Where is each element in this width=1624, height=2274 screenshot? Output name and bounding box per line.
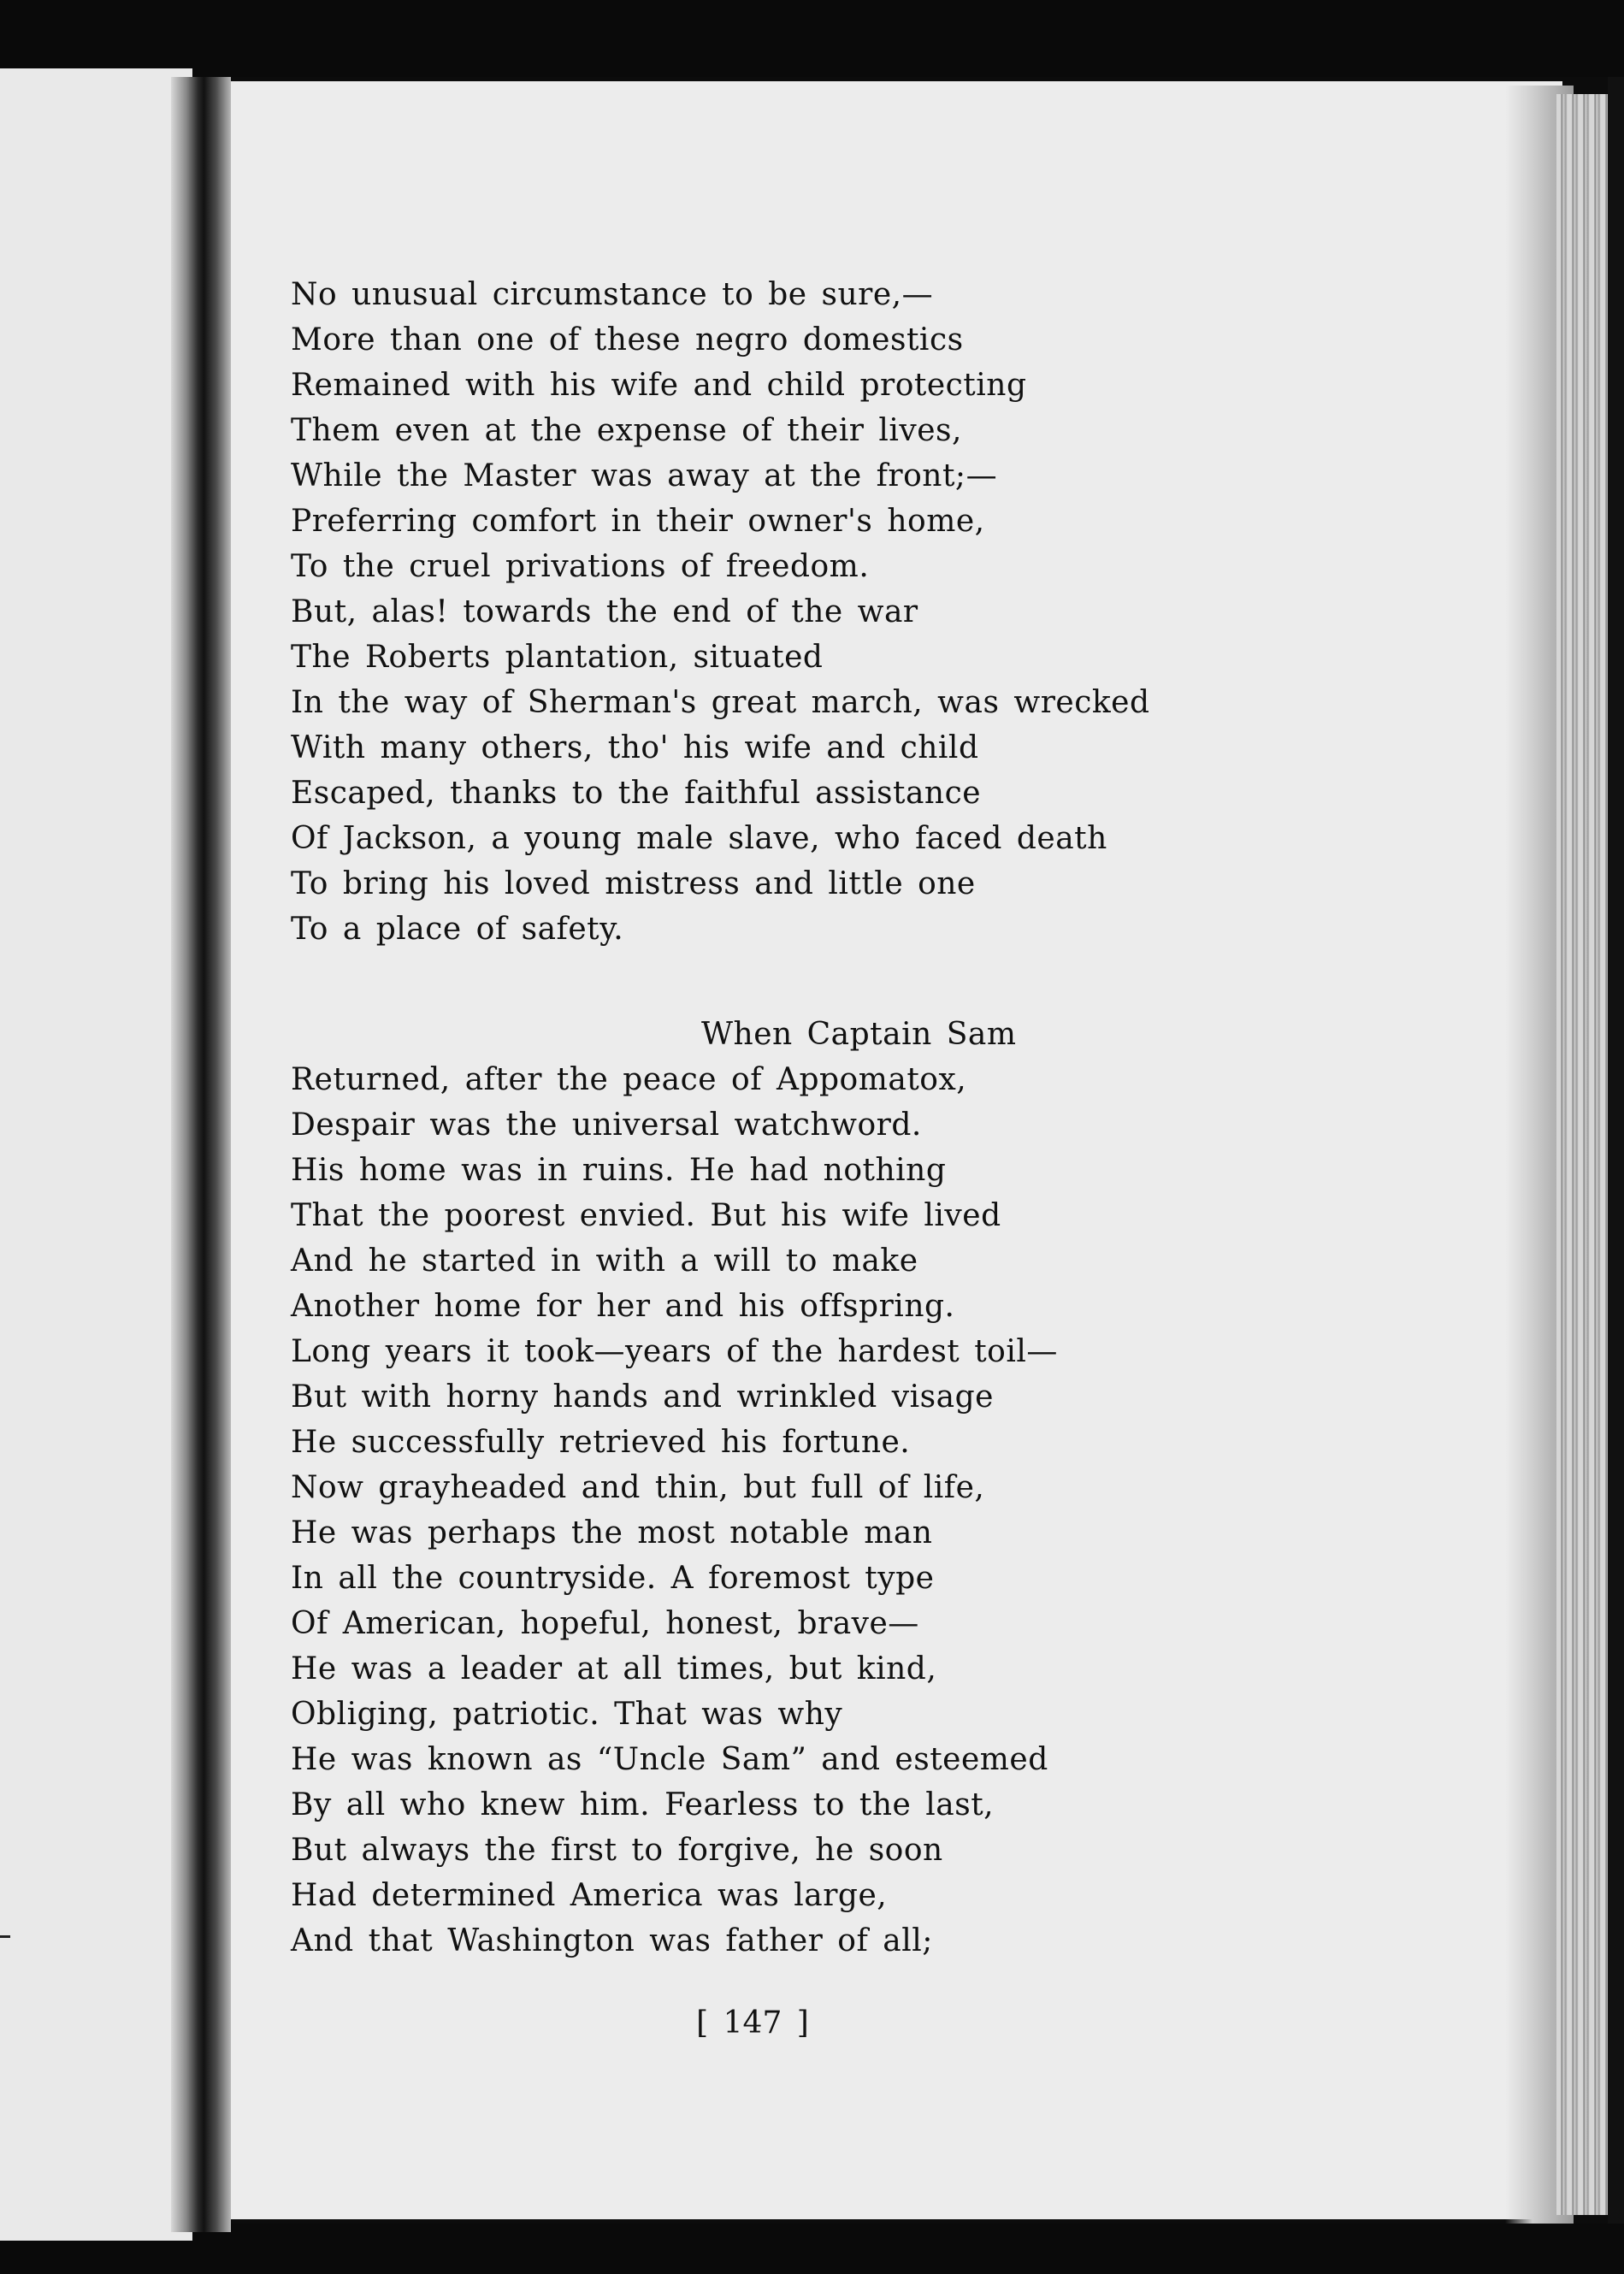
margin-mark [0,1935,10,1938]
poem-line: His home was in ruins. He had nothing [291,1153,947,1188]
poem-line: To a place of safety. [291,912,624,947]
poem-line: In all the countryside. A foremost type [291,1561,935,1596]
poem-line: That the poorest envied. But his wife lived [291,1198,1001,1233]
poem-line: But always the first to forgive, he soon [291,1833,943,1868]
poem-line-indented: When Captain Sam [701,1017,1017,1052]
poem-line: More than one of these negro domestics [291,322,964,357]
poem-line: Remained with his wife and child protecting [291,368,1027,403]
poem-line: But, alas! towards the end of the war [291,594,918,629]
poem-line: Returned, after the peace of Appomatox, [291,1062,967,1097]
stanza-break [291,952,1150,1012]
poem-line: In the way of Sherman's great march, was wrecked [291,685,1150,720]
poem-line: Of American, hopeful, honest, brave— [291,1606,919,1641]
book-gutter [171,77,231,2232]
poem-line: He was a leader at all times, but kind, [291,1651,937,1686]
facing-page [0,68,192,2241]
poem-line: Obliging, patriotic. That was why [291,1697,843,1732]
poem-line: Preferring comfort in their owner's home, [291,504,985,539]
scan-border-bottom [0,2224,1624,2274]
poem-line: Now grayheaded and thin, but full of life, [291,1470,985,1505]
poem-line: Had determined America was large, [291,1878,888,1913]
scan-border-right [1608,77,1624,2224]
poem-line: Of Jackson, a young male slave, who faced death [291,821,1107,856]
poem-line: Another home for her and his offspring. [291,1289,955,1324]
page-edges [1556,94,1608,2215]
stanza-2 [291,1012,1150,1964]
poem-line: And that Washington was father of all; [291,1923,933,1958]
poem-line: He was perhaps the most notable man [291,1515,933,1550]
poem-line: He was known as “Uncle Sam” and esteemed [291,1742,1048,1777]
poem-line: To bring his loved mistress and little one [291,866,976,901]
poem-line: But with horny hands and wrinkled visage [291,1379,994,1415]
scan-border-top [0,0,1624,77]
poem-line: To the cruel privations of freedom. [291,549,870,584]
poem-line: No unusual circumstance to be sure,— [291,277,934,312]
poem-text [291,272,1150,1964]
poem-line: By all who knew him. Fearless to the last, [291,1787,995,1822]
poem-line: Long years it took—years of the hardest toil— [291,1334,1058,1369]
poem-line: Despair was the universal watchword. [291,1107,922,1143]
poem-line: While the Master was away at the front;— [291,458,998,493]
poem-line: With many others, tho' his wife and child [291,730,979,765]
poem-line: He successfully retrieved his fortune. [291,1425,911,1460]
poem-line: And he started in with a will to make [291,1243,918,1279]
page-number: [ 147 ] [696,2005,809,2041]
poem-line: Them even at the expense of their lives, [291,413,962,448]
poem-line: Escaped, thanks to the faithful assistance [291,776,982,811]
poem-line: The Roberts plantation, situated [291,640,824,675]
stanza-1 [291,272,1150,952]
